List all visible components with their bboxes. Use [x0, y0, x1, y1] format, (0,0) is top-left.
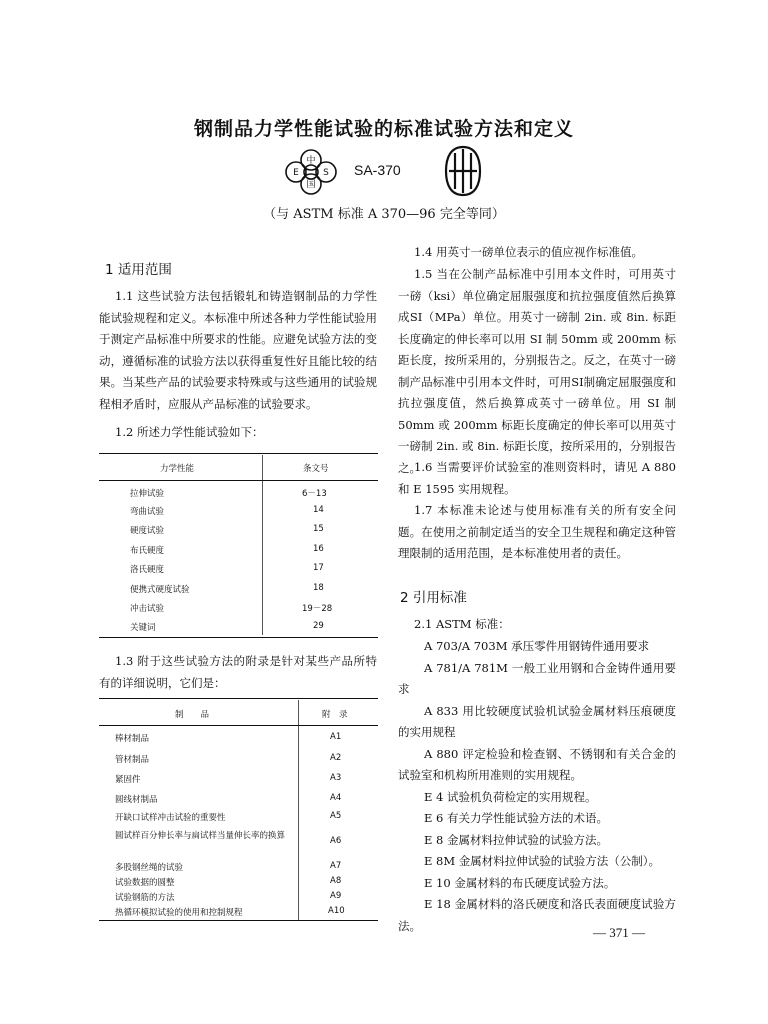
table-row: A4 [330, 793, 342, 803]
table-row: 29 [313, 621, 324, 631]
table-row: A3 [330, 773, 342, 783]
table-row: A1 [330, 732, 342, 742]
table-row: 紧固件 [115, 775, 141, 785]
table-row: 试验数据的圆整 [115, 878, 175, 888]
list-item: A 703/A 703M 承压零件用钢铸件通用要求 [424, 639, 650, 653]
list-item: A 833 用比较硬度试验机试验金属材料压痕硬度的实用规程 [398, 703, 676, 739]
table-row: 便携式硬度试验 [130, 585, 190, 595]
table-row: 洛氏硬度 [130, 565, 165, 575]
table-row: 管材制品 [115, 755, 150, 765]
svg-text:中: 中 [306, 156, 316, 166]
table2-header-annex: 附 录 [322, 710, 348, 720]
paragraph-1-6: 1.6 当需要评价试验室的准则资料时，请见 A 880 和 E 1595 实用规程。 [398, 460, 676, 496]
table-row: A8 [330, 876, 342, 886]
list-item: E 6 有关力学性能试验方法的术语。 [424, 811, 609, 825]
paragraph-1-1: 1.1 这些试验方法包括锻轧和铸造钢制品的力学性能试验规程和定义。本标准中所述各种力学性能试验用于测定产品标准中所要求的性能。应避免试验方法的变动，遵循标准的试验方法以获得重复性好且能比较的结果。当某些产品的试验要求特殊或与这些通用的试验规程相矛盾时，应服从产品标准的试验要求。 [99, 289, 377, 411]
table-row: 17 [313, 563, 324, 573]
table-row: 关键词 [130, 623, 156, 633]
table-row: 16 [313, 544, 324, 554]
table1-header-clause: 条文号 [303, 464, 329, 474]
table-row: 棒材制品 [115, 734, 150, 744]
table-row: 布氏硬度 [130, 546, 165, 556]
table-row: 多股钢丝绳的试验 [115, 863, 184, 873]
standard-number: SA-370 [354, 162, 401, 178]
list-item: E 18 金属材料的洛氏硬度和洛氏表面硬度试验方法。 [398, 897, 676, 933]
table-row: 19－28 [302, 604, 333, 614]
astm-logo [443, 145, 483, 197]
table-row: A6 [330, 836, 342, 846]
reference-list [398, 636, 676, 937]
svg-text:国: 国 [306, 180, 316, 190]
list-item: E 10 金属材料的布氏硬度试验方法。 [424, 875, 616, 890]
table-row: 圆试样百分伸长率与扁试样当量伸长率的换算 [115, 831, 286, 841]
paragraph-1-4: 1.4 用英寸一磅单位表示的值应视作标准值。 [414, 245, 643, 259]
table-row: 硬度试验 [130, 526, 165, 536]
list-item: A 781/A 781M 一般工业用钢和合金铸件通用要求 [398, 660, 676, 696]
svg-text:S: S [323, 168, 329, 178]
page-number: — 371 — [593, 925, 645, 940]
table-row: 拉伸试验 [130, 489, 165, 499]
list-item: E 8M 金属材料拉伸试验的试验方法（公制）。 [424, 854, 661, 868]
list-item: A 880 评定检验和检查钢、不锈钢和有关合金的试验室和机构所用准则的实用规程。 [398, 746, 676, 782]
table-row: A2 [330, 753, 342, 763]
table-row: A9 [330, 891, 342, 901]
table-row: 圆线材制品 [115, 795, 158, 805]
table-row: 冲击试验 [130, 604, 165, 614]
equivalence-note: （与 ASTM 标准 A 370—96 完全等同） [263, 207, 505, 222]
table-row: 6－13 [302, 489, 327, 499]
table-row: 弯曲试验 [130, 507, 165, 517]
table-row: A5 [330, 811, 342, 821]
paragraph-2-1: 2.1 ASTM 标准： [414, 617, 510, 631]
table-row: 开缺口试样冲击试验的重要性 [115, 813, 226, 823]
list-item: E 8 金属材料拉伸试验的试验方法。 [424, 832, 609, 847]
table-row: A7 [330, 861, 342, 871]
section-1-heading: 1 适用范围 [105, 262, 172, 278]
table-row: 18 [313, 583, 324, 593]
list-item: E 4 试验机负荷检定的实用规程。 [424, 789, 597, 804]
table-row: A10 [328, 906, 345, 916]
table2-header-product: 制 品 [175, 710, 210, 720]
paragraph-1-5: 1.5 当在公制产品标准中引用本文件时，可用英寸一磅（ksi）单位确定屈服强度和抗拉强度值然后换算成SI（MPa）单位。用英寸一磅制 2in. 或 8in. 标距长度确定的伸长率可以用 SI 制 50mm 或 200mm 标距长度，按所采用的，分别报告之。反之，在英寸一磅制产品标准中引用本文件时，可用SI制确定屈服强度和抗拉强度值，然后换算成英寸一磅单位。用 SI 制 50mm 或 200mm 标距长度确定的伸长率可以用英寸一磅制 2in. 或 8in. 标距长度，按所采用的，分别报告之。 [398, 267, 676, 475]
document-title: 钢制品力学性能试验的标准试验方法和定义 [193, 118, 574, 140]
section-2-heading: 2 引用标准 [400, 590, 467, 606]
paragraph-1-2: 1.2 所述力学性能试验如下： [115, 425, 264, 439]
paragraph-1-7: 1.7 本标准未论述与使用标准有关的所有安全问题。在使用之前制定适当的安全卫生规程和确定这种管理限制的适用范围，是本标准使用者的责任。 [398, 503, 676, 560]
table1-header-property: 力学性能 [160, 464, 195, 474]
paragraph-1-3: 1.3 附于这些试验方法的附录是针对某些产品所特有的详细说明，它们是： [99, 654, 377, 690]
table-row: 15 [313, 524, 324, 534]
svg-text:E: E [293, 168, 299, 178]
org-seal-logo [282, 147, 340, 197]
table-row: 试验钢筋的方法 [115, 893, 175, 903]
table-row: 热循环模拟试验的使用和控制规程 [115, 908, 243, 918]
table-row: 14 [313, 505, 324, 515]
